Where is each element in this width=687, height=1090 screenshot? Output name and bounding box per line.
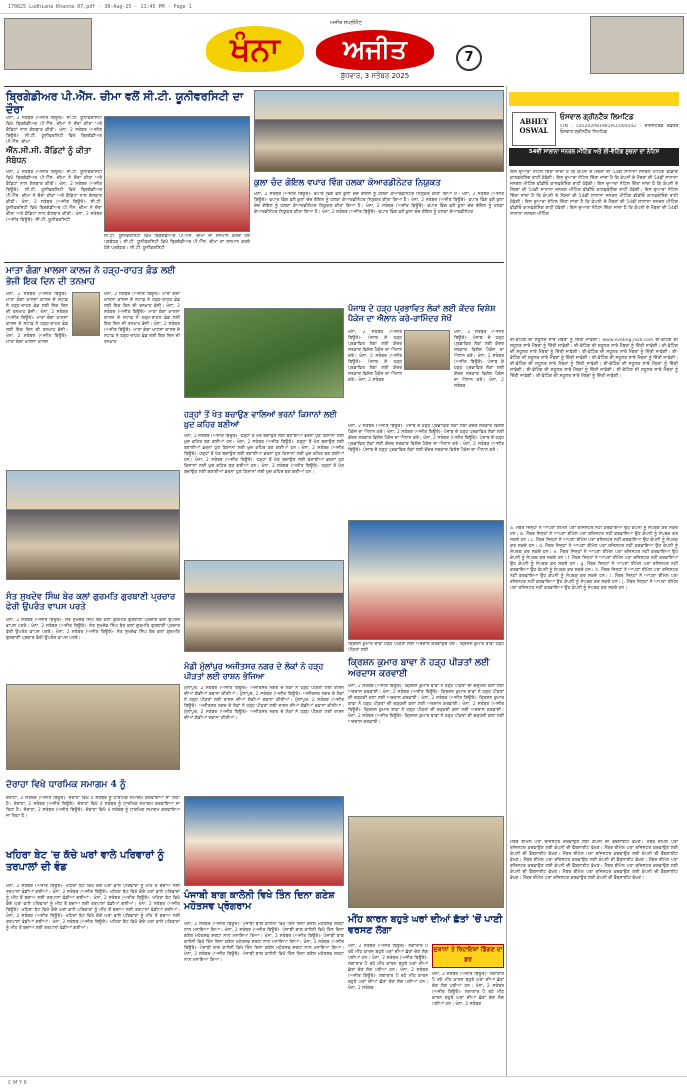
- article-headline: ਪੰਜਾਬੀ ਬਾਗ ਕਾਲੋਨੀ ਵਿਖੇ ਤਿੰਨ ਦਿਨਾ ਗਣੇਸ਼ ਮਹੋਤਸਵ ਪ੍ਰੋਗਰਾਮ: [184, 890, 335, 913]
- brand-logo: [512, 112, 556, 146]
- article-body: [184, 686, 344, 786]
- masthead-tagline: ਅਜੀਤ ਸਪਲੀਮੈਂਟ: [330, 20, 362, 26]
- company-address: [560, 124, 680, 144]
- notice-header-strip: [509, 92, 679, 106]
- notice-body: [510, 338, 678, 522]
- masthead-right-photo: [590, 16, 684, 74]
- notice-body: [510, 526, 678, 836]
- news-photo: [184, 308, 344, 398]
- brand-logo-line1: ABHEY: [519, 117, 549, 126]
- notice-body: [510, 170, 678, 334]
- news-photo: [254, 90, 504, 172]
- article-body: [348, 944, 428, 1070]
- portrait-photo: [72, 292, 100, 336]
- masthead-logo-right: ਅਜੀਤ: [316, 30, 434, 70]
- issue-date: ਬੁੱਧਵਾਰ, 3 ਸਤੰਬਰ 2025: [340, 72, 410, 80]
- article-headline: ਮੀਂਹ ਕਾਰਨ ਬਹੁਤੇ ਘਰਾਂ ਦੀਆਂ ਛੱਤਾਂ 'ਚੋਂ ਪਾਣੀ ਵਰਸਣ ਲੱਗਾ: [348, 914, 503, 937]
- article-body: [432, 972, 504, 1070]
- news-photo: [348, 520, 504, 640]
- article-body: [184, 434, 344, 554]
- portrait-photo: [404, 330, 450, 370]
- article-body: [6, 170, 102, 256]
- article-headline: ਹੜ੍ਹਾਂ ਤੋਂ ਖੇਤ ਬਚਾਉਣ ਵਾਲਿਆਂ ਭਰਨਾਂ ਕਿਸਾਨਾਂ ਲਈ ਖ਼ੁਦ ਕਹਿਰ ਬਣੀਆਂ: [184, 409, 337, 429]
- masthead-left-photo: [4, 18, 92, 70]
- article-body: [6, 618, 180, 678]
- article-body: [348, 684, 504, 810]
- page-number: 7: [456, 45, 482, 71]
- article-body: [454, 330, 504, 420]
- highlight-box: ਦੁਕਾਨਾਂ ਤੇ ਰਿਹਾਇਸ਼ਾਂ ਡਿੱਗਣ ਦਾ ਡਰ: [432, 944, 504, 968]
- article-headline: ਕ੍ਰਿਸ਼ਨ ਕੁਮਾਰ ਬਾਵਾ ਨੇ ਹੜ੍ਹ ਪੀੜਤਾਂ ਲਈ ਅਰਦਾਸ ਕਰਵਾਈ: [348, 658, 490, 679]
- news-photo: [6, 684, 180, 770]
- article-headline: ਸੰਤ ਸੁਖਦੇਵ ਸਿੰਘ ਬੇਰ ਕਲਾਂ ਗੁਰਮਤਿ ਗੁਰਬਾਣੀ ਪ੍ਰਚਾਰ ਫੇਰੀ ਉਪਰੰਤ ਵਾਪਸ ਪਰਤੇ: [6, 592, 176, 613]
- article-body: [348, 424, 504, 514]
- news-photo: [6, 470, 180, 580]
- news-photo: [104, 116, 250, 232]
- divider: [4, 262, 504, 263]
- article-headline: ਬ੍ਰਿਗੇਡੀਅਰ ਪੀ.ਐੱਸ. ਚੀਮਾ ਵਲੋਂ ਸੀ.ਟੀ. ਯੂਨੀਵਰਸਿਟੀ ਦਾ ਦੌਰਾ: [6, 90, 244, 117]
- masthead-logo-left: ਖੰਨਾ: [206, 26, 304, 72]
- brand-logo-line2: OSWAL: [519, 126, 549, 135]
- article-body: [104, 292, 180, 376]
- news-photo: [184, 560, 344, 652]
- print-footer: C M Y K: [0, 1076, 687, 1089]
- news-photo: [348, 816, 504, 908]
- article-headline: ਪੰਜਾਬ ਦੇ ਹੜ੍ਹ ਪ੍ਰਭਾਵਿਤ ਲੋਕਾਂ ਲਈ ਕੇਂਦਰ ਵਿਸ਼ੇਸ਼ ਪੈਕੇਜ ਦਾ ਐਲਾਨ ਕਰੇ-ਰਾਮਿੰਦਰ ਸੇਖੋਂ: [348, 303, 496, 323]
- article-headline: ਮੰਡੀ ਮੁੱਲਾਂਪੁਰ ਅਜੀਤਸਰ ਨਗਰ ਦੇ ਲੋਕਾਂ ਨੇ ਹੜ੍ਹ ਪੀੜਤਾਂ ਲਈ ਰਾਸ਼ਨ ਭੇਜਿਆ: [184, 661, 324, 681]
- article-body: [6, 116, 102, 144]
- article-headline: ਖਹਿਰਾ ਬੇਟ 'ਚ ਕੱਚੇ ਘਰਾਂ ਵਾਲੇ ਪਰਿਵਾਰਾਂ ਨੂੰ ਤਰਪਾਲਾਂ ਦੀ ਵੰਡ: [6, 850, 165, 873]
- notice-title: 54ਵੀਂ ਸਾਲਾਨਾ ਜਨਰਲ ਮੀਟਿੰਗ ਅਤੇ ਈ-ਵੋਟਿੰਗ ਸੂਚਨਾ ਦਾ ਨੋਟਿਸ: [509, 148, 679, 166]
- article-body: [184, 922, 344, 1070]
- article-body: [104, 234, 250, 258]
- article-body: [348, 330, 402, 420]
- article-headline: ਕੁਲਾ ਚੰਦ ਗੋਇਲ ਵਪਾਰ ਵਿੰਗ ਹਲਕਾ ਕੋਆਰਡੀਨੇਟਰ ਨਿਯੁਕਤ: [254, 178, 441, 188]
- company-name: ਓਸਵਾਲ ਗ੍ਰੀਨਟੈੱਕ ਲਿਮਟਿਡ: [560, 112, 634, 121]
- photo-caption: [348, 642, 504, 654]
- article-body: [254, 192, 504, 258]
- news-photo: [184, 796, 344, 886]
- article-body: [6, 796, 180, 846]
- article-subheadline: ਐੱਨ.ਸੀ.ਸੀ. ਕੈਡਿਟਾਂ ਨੂੰ ਕੀਤਾ ਸੰਬੋਧਨ: [6, 145, 92, 165]
- divider: [4, 86, 504, 87]
- article-headline: ਮਾਤਾ ਗੰਗਾ ਖ਼ਾਲਸਾ ਕਾਲਜ ਨੇ ਹੜ੍ਹ-ਰਾਹਤ ਫ਼ੰਡ ਲਈ ਭੇਜੀ ਇਕ ਦਿਨ ਦੀ ਤਨਖ਼ਾਹ: [6, 266, 176, 287]
- article-body: [6, 884, 180, 1070]
- article-headline: ਦੋਰਾਹਾ ਵਿਖੇ ਧਾਰਮਿਕ ਸਮਾਗਮ 4 ਨੂੰ: [6, 780, 126, 790]
- article-body: [6, 292, 68, 376]
- print-slug: 170825 Ludhiana Khanna 07.pdf · 30-Aug-25 · 11:45 PM · Page 1: [0, 0, 687, 14]
- notice-body: [510, 840, 678, 1040]
